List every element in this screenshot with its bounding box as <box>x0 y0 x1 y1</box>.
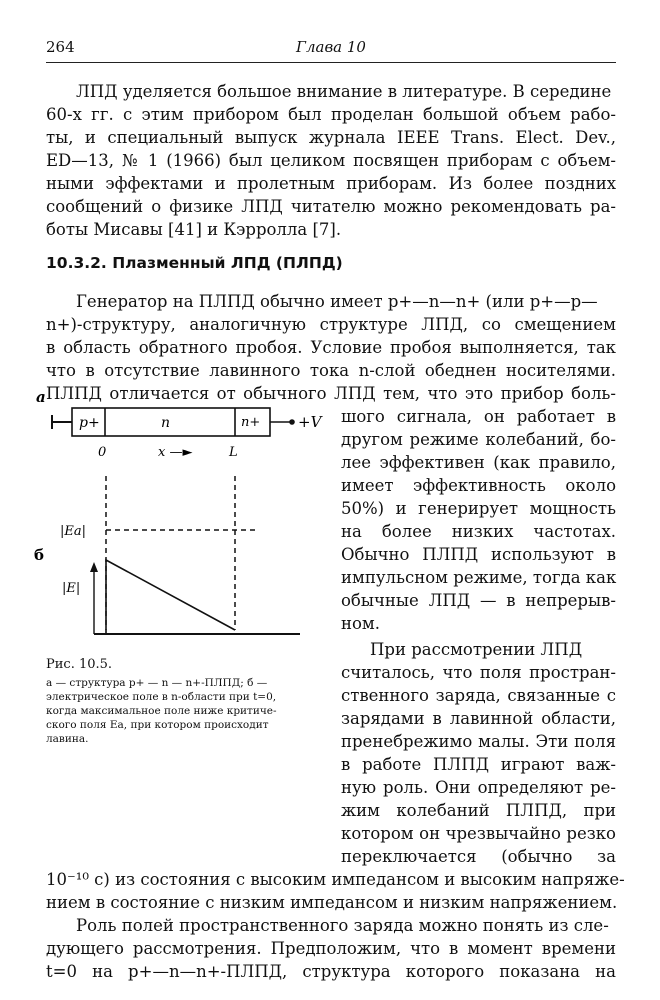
text-line: Роль полей пространственного заряда можно понять из сле- <box>76 916 609 935</box>
running-header <box>46 38 616 58</box>
terminal-dot <box>289 419 295 425</box>
section-heading: 10.3.2. Плазменный ЛПД (ПЛПД) <box>46 254 343 272</box>
page-number: 264 <box>46 38 75 56</box>
figure-label-b: б <box>34 546 45 564</box>
text-line: боты Мисавы [41] и Кэрролла [7]. <box>46 220 342 239</box>
figure-10-5 <box>30 380 330 680</box>
region-n-label: n <box>161 415 171 431</box>
text-line: шого сигнала, он работает в <box>341 407 616 426</box>
text-line: нием в состояние с низким импедансом и низким напряжением. <box>46 893 618 912</box>
text-line: 60-х гг. с этим прибором был проделан большой объем рабо- <box>46 105 616 124</box>
text-line: ственного заряда, связанные с <box>341 686 616 705</box>
critical-field-label: |Ea| <box>60 524 86 539</box>
text-line: 50%) и генерирует мощность <box>341 499 616 518</box>
text-line: импульсном режиме, тогда как <box>341 568 617 587</box>
header-rule <box>46 62 616 63</box>
y-axis-arrow-head <box>90 562 98 572</box>
text-line: в работе ПЛПД играют важ- <box>341 755 616 774</box>
figure-caption-line: a — структура p+ — n — n+-ПЛПД; б — <box>46 677 268 689</box>
x-origin-label: 0 <box>98 445 107 460</box>
text-line: котором он чрезвычайно резко <box>341 824 616 843</box>
text-line: лее эффективен (как правило, <box>341 453 616 472</box>
text-line: зарядами в лавинной области, <box>341 709 616 728</box>
text-line: считалось, что поля простран- <box>341 663 616 682</box>
chapter-title: Глава 10 <box>296 38 366 56</box>
text-line: что в отсутствие лавинного тока n-слой обеднен носителями. <box>46 361 616 380</box>
figure-label-a: a <box>36 388 46 406</box>
text-line: Генератор на ПЛПД обычно имеет p+—n—n+ (или p+—p— <box>76 292 598 311</box>
figure-caption-line: ского поля Ea, при котором происходит <box>46 719 269 731</box>
text-line: n+)-структуру, аналогичную структуре ЛПД, со смещением <box>46 315 616 334</box>
figure-caption-line: лавина. <box>46 733 89 745</box>
text-line: пренебрежимо малы. Эти поля <box>341 732 616 751</box>
text-line: ED—13, № 1 (1966) был целиком посвящен приборам с объем- <box>46 151 616 170</box>
text-line: t=0 на p+—n—n+-ПЛПД, структура которого показана на <box>46 962 616 981</box>
region-n-plus-label: n+ <box>241 415 261 430</box>
text-line: ты, и специальный выпуск журнала IEEE Trans. Elect. Dev., <box>46 128 616 147</box>
field-profile <box>106 560 235 634</box>
figure-caption-line: электрическое поле в n-области при t=0, <box>46 691 277 703</box>
text-line: имеет эффективность около <box>341 476 616 495</box>
text-line: 10⁻¹⁰ с) из состояния с высоким импедансом и высоким напряже- <box>46 870 625 889</box>
text-line: другом режиме колебаний, бо- <box>341 430 616 449</box>
text-line: ными эффектами и пролетным приборам. Из более поздних <box>46 174 616 193</box>
text-line: жим колебаний ПЛПД, при <box>341 801 616 820</box>
text-line: Обычно ПЛПД используют в <box>341 545 616 564</box>
figure-caption-line: когда максимальное поле ниже критиче- <box>46 705 277 717</box>
text-line: на более низких частотах. <box>341 522 616 541</box>
x-axis-label: x —► <box>158 445 193 460</box>
text-line: ЛПД уделяется большое внимание в литературе. В середине <box>76 82 612 101</box>
figure-caption-title: Рис. 10.5. <box>46 657 113 672</box>
text-line: дующего рассмотрения. Предположим, что в момент времени <box>46 939 616 958</box>
region-p-label: p+ <box>79 415 100 431</box>
text-line: переключается (обычно за <box>341 847 616 866</box>
text-line: При рассмотрении ЛПД <box>370 640 583 659</box>
text-line: ном. <box>341 614 381 633</box>
text-line: ПЛПД отличается от обычного ЛПД тем, что это прибор боль- <box>46 384 616 403</box>
voltage-label: +V <box>298 413 322 431</box>
text-line: сообщений о физике ЛПД читателю можно рекомендовать ра- <box>46 197 616 216</box>
text-line: ную роль. Они определяют ре- <box>341 778 616 797</box>
text-line: обычные ЛПД — в непрерыв- <box>341 591 616 610</box>
field-axis-label: |E| <box>62 581 81 596</box>
text-line: в область обратного пробоя. Условие пробоя выполняется, так <box>46 338 616 357</box>
x-end-label: L <box>229 445 238 460</box>
